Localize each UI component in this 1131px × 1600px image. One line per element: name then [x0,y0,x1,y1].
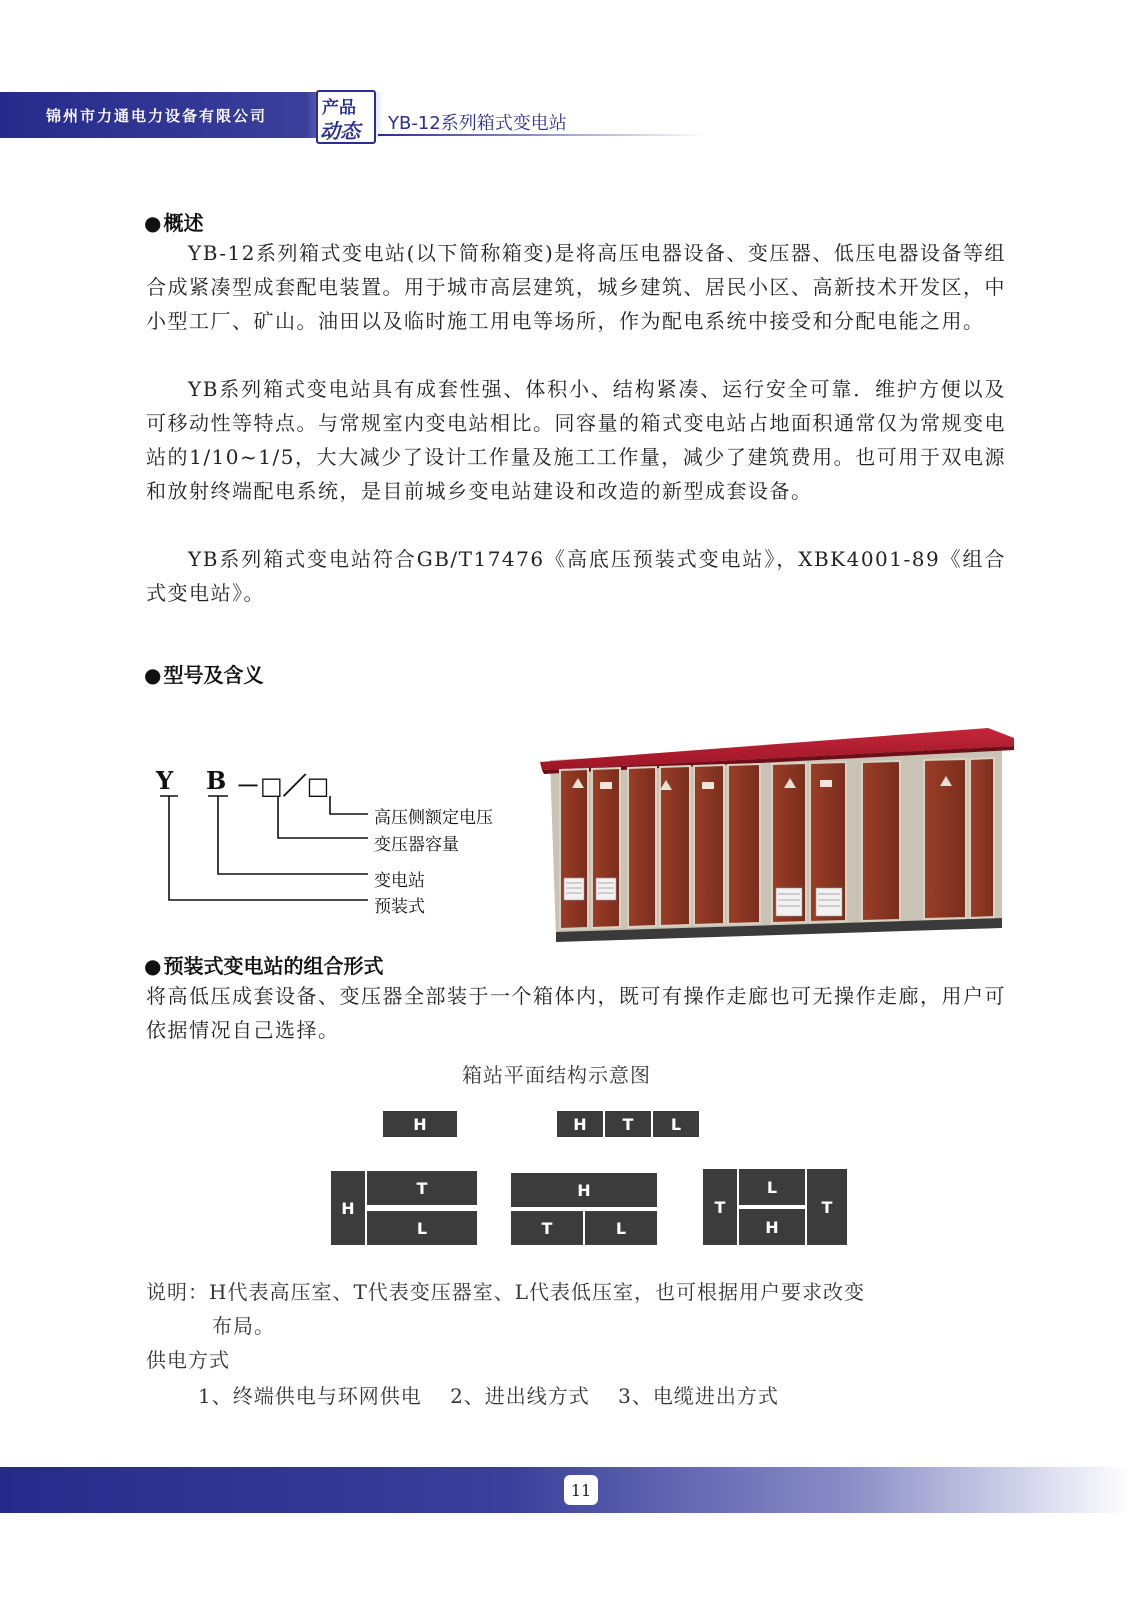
supply-methods: 1、终端供电与环网供电 2、进出线方式 3、电缆进出方式 [198,1384,779,1408]
product-news-logo [316,90,376,144]
box-substation-photo [540,728,1014,948]
layout2-room-h: H [510,1172,658,1208]
room-h-row: H [556,1110,604,1138]
overview-heading: ● 概述 [144,207,203,236]
logo-text-bottom: 动态 [320,119,360,143]
overview-paragraph-1: YB-12系列箱式变电站(以下简称箱变)是将高压电器设备、变压器、低压电器设备等组合成紧凑型成套配电装置。用于城市高层建筑，城乡建筑、居民小区、高新技术开发区，中小型工厂、矿山。油田以及临时施工用电等场所，作为配电系统中接受和分配电能之用。 [146,241,1006,333]
layout3-room-t-right: T [806,1168,848,1246]
room-l-row: L [652,1110,700,1138]
model-code-suffix: －□／□ [236,771,330,800]
combination-text: 将高低压成套设备、变压器全部装于一个箱体内，既可有操作走廊也可无操作走廊，用户可依据情况自己选择。 [146,984,1006,1042]
model-heading: ● 型号及含义 [144,659,263,688]
layout3-room-t-left: T [702,1168,738,1246]
note-line-1: 说明：H代表高压室、T代表变压器室、L代表低压室，也可根据用户要求改变 [146,1280,866,1304]
supply-heading: 供电方式 [146,1348,230,1372]
model-label-prefabricated: 预装式 [374,897,425,917]
model-label-transformer-capacity: 变压器容量 [374,835,459,855]
layout1-room-l: L [366,1210,478,1246]
note-line-2: 布局。 [212,1314,275,1338]
layout1-room-t: T [366,1170,478,1206]
model-code-y: Y [156,766,174,795]
layout2-room-l: L [584,1210,658,1246]
logo-text-top: 产品 [322,98,356,118]
overview-paragraph-3: YB系列箱式变电站符合GB/T17476《高底压预装式变电站》，XBK4001-89《组合式变电站》。 [146,547,1006,605]
header-underline [378,134,708,136]
model-label-rated-voltage: 高压侧额定电压 [374,808,493,828]
model-label-substation: 变电站 [374,871,425,891]
layout3-room-l: L [738,1168,806,1206]
header-title: YB-12系列箱式变电站 [388,113,567,134]
layout-figure-caption: 箱站平面结构示意图 [462,1063,651,1087]
overview-paragraph-2: YB系列箱式变电站具有成套性强、体积小、结构紧凑、运行安全可靠．维护方便以及可移动性等特点。与常规室内变电站相比。同容量的箱式变电站占地面积通常仅为常规变电站的1/10~1/5，大大减少了设计工作量及施工工作量，减少了建筑费用。也可用于双电源和放射终端配电系统，是目前城乡变电站建设和改造的新型成套设备。 [146,377,1006,503]
company-name: 锦州市力通电力设备有限公司 [46,107,268,125]
layout2-room-t: T [510,1210,584,1246]
layout3-room-h: H [738,1208,806,1246]
room-h-single: H [382,1110,458,1138]
page-number: 11 [564,1475,598,1505]
model-leader-lines [150,790,370,920]
model-code-b: B [206,766,227,795]
room-t-row: T [604,1110,652,1138]
layout1-room-h: H [330,1170,366,1246]
combination-heading: ● 预装式变电站的组合形式 [144,950,383,979]
